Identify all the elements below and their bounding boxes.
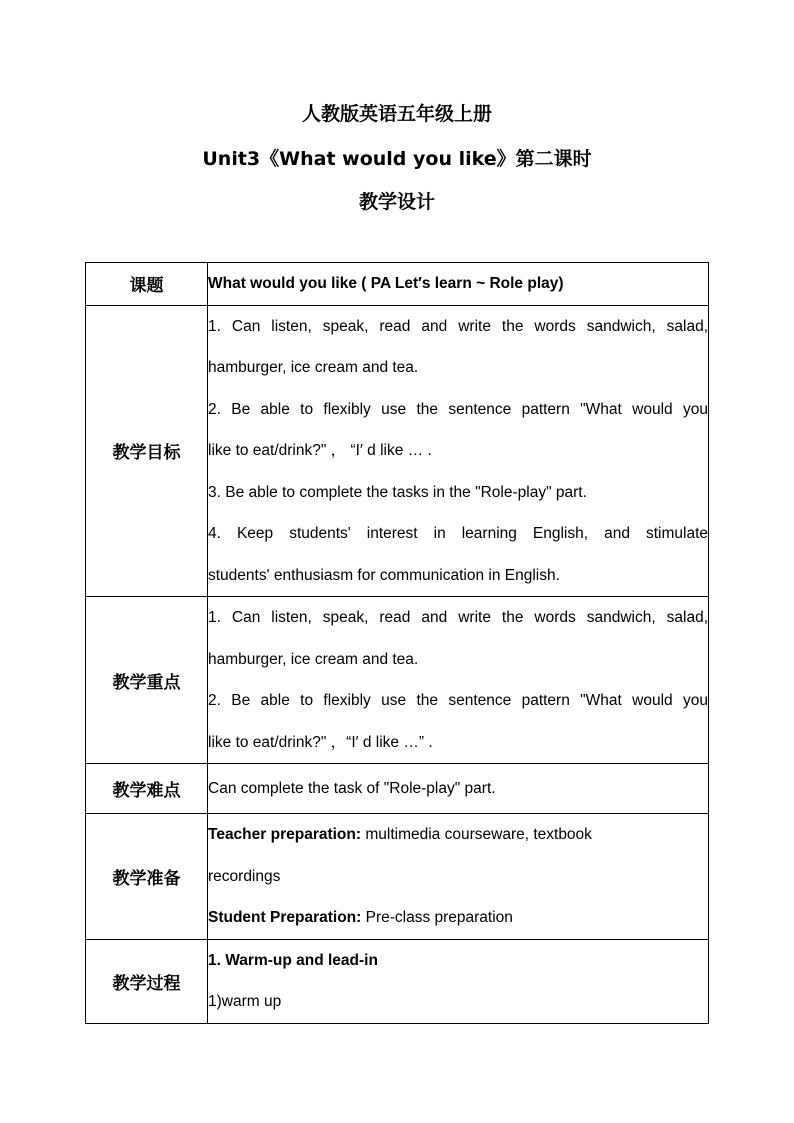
key-point-line: 2. Be able to flexibly use the sentence pattern "What would you [208,692,708,709]
table-row-difficulties [86,764,709,814]
key-points-label: 教学重点 [86,597,208,764]
key-point-line: hamburger, ice cream and tea. [208,650,419,668]
lesson-plan-table [85,262,709,1024]
topic-text: What would you like ( PA Let′s learn ~ Role play) [208,275,564,292]
teacher-preparation-value: multimedia courseware, textbook [361,826,592,843]
document-title-line-1: 人教版英语五年级上册 [301,103,492,125]
process-content [208,939,709,1023]
key-point-line: 1. Can listen, speak, read and write the words sandwich, salad, [208,609,708,626]
teacher-preparation-line [208,814,708,856]
table-row-preparation [86,814,709,940]
difficulties-label: 教学难点 [86,764,208,814]
table-row-process [86,939,709,1023]
topic-value [208,263,709,306]
student-preparation-label: Student Preparation: [208,909,362,926]
objective-line: 4. Keep students' interest in learning English, and stimulate [208,525,708,542]
student-preparation-line [208,897,708,939]
objective-line: hamburger, ice cream and tea. [208,359,419,376]
table-row-key-points [86,597,709,764]
student-preparation-value: Pre-class preparation [361,909,513,926]
difficulty-text: Can complete the task of "Role-play" part. [208,779,496,797]
process-label: 教学过程 [86,939,208,1023]
teacher-preparation-label: Teacher preparation: [208,826,362,843]
objectives-label: 教学目标 [86,305,208,597]
objective-line: 3. Be able to complete the tasks in the "Role-play" part. [208,483,587,501]
difficulties-content [208,764,709,814]
table-row-topic [86,263,709,306]
objectives-content [208,305,709,597]
objective-line: like to eat/drink?" ， “I′ d like … . [208,442,432,459]
objective-line: students' enthusiasm for communication in English. [208,566,560,584]
key-points-content [208,597,709,764]
document-title-line-3: 教学设计 [358,191,435,213]
topic-label: 课题 [86,263,208,306]
objective-line: 1. Can listen, speak, read and write the words sandwich, salad, [208,317,708,335]
table-row-objectives [86,305,709,597]
process-heading: 1. Warm-up and lead-in [208,951,378,969]
preparation-label: 教学准备 [86,814,208,940]
teacher-preparation-continued: recordings [208,867,281,885]
preparation-content [208,814,709,940]
key-point-line: like to eat/drink?" ，“I′ d like …” . [208,733,433,751]
objective-line: 2. Be able to flexibly use the sentence pattern "What would you [208,400,708,418]
document-title-line-2: Unit3《What would you like》第二课时 [202,148,592,170]
process-item: 1)warm up [208,993,282,1010]
